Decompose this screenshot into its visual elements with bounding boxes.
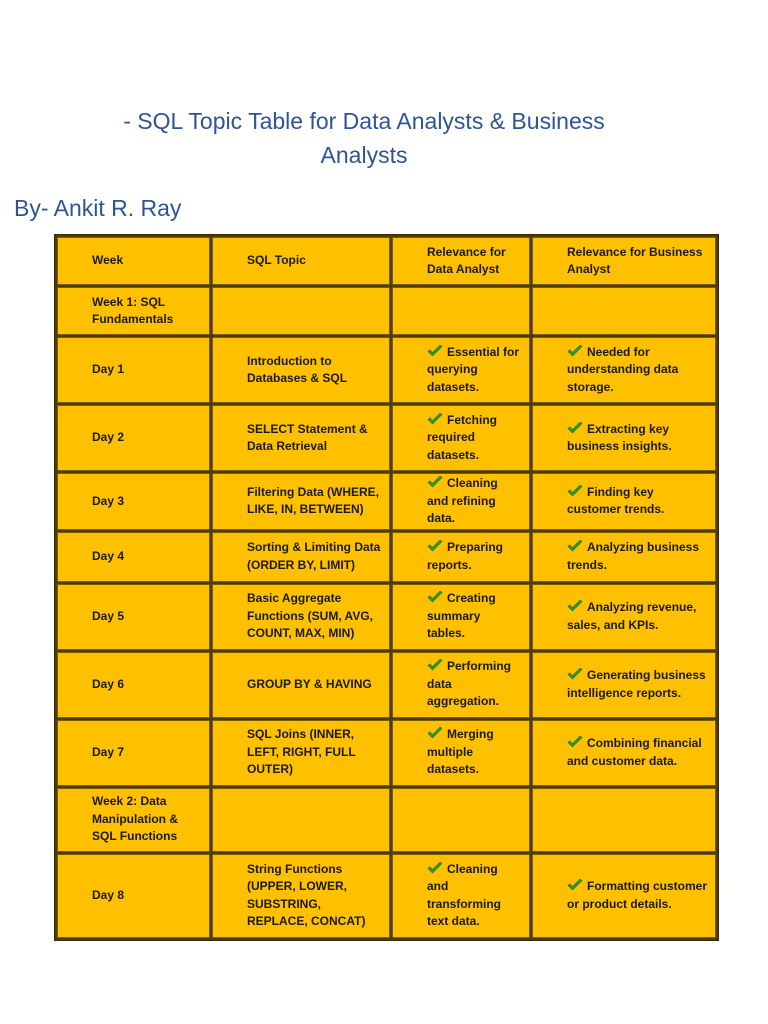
table-row — [57, 720, 716, 786]
cell-sql-topic — [212, 788, 390, 852]
cell-sql-topic — [212, 720, 390, 786]
topic-label: String Functions (UPPER, LOWER, SUBSTRING, REPLACE, CONCAT) — [247, 861, 366, 928]
week-label: Week 1: SQL Fundamentals — [92, 294, 174, 326]
cell-relevance-da — [392, 473, 530, 530]
cell-relevance-ba — [532, 584, 716, 650]
relevance-ba-text: Generating business intelligence reports. — [567, 668, 706, 700]
cell-sql-topic — [212, 473, 390, 530]
topic-label: Basic Aggregate Functions (SUM, AVG, COUNT, MAX, MIN) — [247, 591, 373, 641]
check-mark-icon — [567, 736, 583, 748]
table-row — [57, 854, 716, 938]
header-sql-topic: SQL Topic — [212, 237, 390, 285]
week-label: Day 5 — [92, 608, 125, 623]
cell-relevance-ba — [532, 720, 716, 786]
cell-relevance-ba — [532, 337, 716, 403]
table-header-row — [57, 237, 716, 285]
relevance-da-text: Cleaning and transforming text data. — [427, 861, 502, 928]
cell-sql-topic — [212, 337, 390, 403]
table-row — [57, 584, 716, 650]
sql-topic-table — [54, 234, 719, 941]
check-mark-icon — [427, 476, 443, 488]
check-mark-icon — [567, 485, 583, 497]
title-line-2: Analysts — [320, 142, 408, 168]
week-label: Day 8 — [92, 887, 125, 902]
cell-relevance-da — [392, 405, 530, 471]
check-mark-icon — [567, 422, 583, 434]
cell-week — [57, 720, 210, 786]
table-row — [57, 405, 716, 471]
header-relevance-ba: Relevance for Business Analyst — [532, 237, 716, 285]
check-mark-icon — [567, 345, 583, 357]
check-mark-icon — [427, 862, 443, 874]
table-row — [57, 287, 716, 335]
relevance-ba-text: Formatting customer or product details. — [567, 879, 708, 911]
table-row — [57, 532, 716, 582]
cell-week — [57, 652, 210, 718]
cell-sql-topic — [212, 652, 390, 718]
relevance-ba-text: Needed for understanding data storage. — [567, 344, 679, 394]
week-label: Day 6 — [92, 676, 125, 691]
relevance-da-text: Creating summary tables. — [427, 591, 496, 641]
header-week: Week — [57, 237, 210, 285]
title-line-1: - SQL Topic Table for Data Analysts & Business — [123, 108, 605, 134]
cell-week — [57, 287, 210, 335]
author-byline: By- Ankit R. Ray — [14, 195, 182, 221]
check-mark-icon — [427, 591, 443, 603]
cell-relevance-ba — [532, 473, 716, 530]
cell-relevance-ba — [532, 532, 716, 582]
cell-relevance-ba — [532, 652, 716, 718]
relevance-ba-text: Combining financial and customer data. — [567, 736, 702, 768]
relevance-ba-text: Finding key customer trends. — [567, 484, 665, 517]
check-mark-icon — [567, 668, 583, 680]
week-label: Week 2: Data Manipulation & SQL Functions — [92, 794, 178, 844]
document-title — [0, 104, 768, 172]
cell-sql-topic — [212, 584, 390, 650]
header-relevance-da: Relevance for Data Analyst — [392, 237, 530, 285]
table-row — [57, 788, 716, 852]
relevance-ba-text: Extracting key business insights. — [567, 421, 672, 453]
week-label: Day 4 — [92, 548, 125, 563]
check-mark-icon — [567, 600, 583, 612]
relevance-da-text: Fetching required datasets. — [427, 412, 497, 462]
week-label: Day 2 — [92, 430, 125, 445]
check-mark-icon — [567, 540, 583, 552]
table-row — [57, 337, 716, 403]
table-row — [57, 473, 716, 530]
relevance-da-text: Merging multiple datasets. — [427, 727, 494, 777]
topic-label: Sorting & Limiting Data (ORDER BY, LIMIT) — [247, 540, 381, 572]
cell-sql-topic — [212, 532, 390, 582]
cell-relevance-ba — [532, 405, 716, 471]
check-mark-icon — [427, 540, 443, 552]
cell-week — [57, 337, 210, 403]
cell-relevance-da — [392, 788, 530, 852]
week-label: Day 1 — [92, 362, 125, 377]
table-row — [57, 652, 716, 718]
topic-label: GROUP BY & HAVING — [247, 676, 372, 691]
cell-week — [57, 584, 210, 650]
topic-label: Introduction to Databases & SQL — [247, 353, 348, 385]
cell-relevance-ba — [532, 788, 716, 852]
cell-week — [57, 532, 210, 582]
week-label: Day 7 — [92, 744, 125, 759]
relevance-da-text: Cleaning and refining data. — [427, 476, 498, 525]
cell-relevance-da — [392, 652, 530, 718]
cell-week — [57, 854, 210, 938]
cell-sql-topic — [212, 405, 390, 471]
check-mark-icon — [427, 345, 443, 357]
check-mark-icon — [567, 879, 583, 891]
relevance-da-text: Essential for querying datasets. — [427, 344, 520, 394]
relevance-ba-text: Analyzing revenue, sales, and KPIs. — [567, 600, 697, 632]
check-mark-icon — [427, 727, 443, 739]
cell-relevance-da — [392, 720, 530, 786]
cell-sql-topic — [212, 287, 390, 335]
topic-label: Filtering Data (WHERE, LIKE, IN, BETWEEN) — [247, 484, 380, 517]
topic-label: SELECT Statement & Data Retrieval — [247, 421, 368, 453]
cell-relevance-da — [392, 337, 530, 403]
cell-week — [57, 473, 210, 530]
relevance-da-text: Preparing reports. — [427, 540, 504, 572]
relevance-ba-text: Analyzing business trends. — [567, 540, 700, 572]
check-mark-icon — [427, 413, 443, 425]
cell-week — [57, 788, 210, 852]
cell-relevance-da — [392, 854, 530, 938]
cell-relevance-da — [392, 584, 530, 650]
cell-relevance-ba — [532, 854, 716, 938]
topic-label: SQL Joins (INNER, LEFT, RIGHT, FULL OUTER) — [247, 727, 356, 777]
cell-week — [57, 405, 210, 471]
relevance-da-text: Performing data aggregation. — [427, 659, 512, 709]
week-label: Day 3 — [92, 493, 125, 508]
cell-relevance-ba — [532, 287, 716, 335]
cell-sql-topic — [212, 854, 390, 938]
cell-relevance-da — [392, 532, 530, 582]
cell-relevance-da — [392, 287, 530, 335]
check-mark-icon — [427, 659, 443, 671]
